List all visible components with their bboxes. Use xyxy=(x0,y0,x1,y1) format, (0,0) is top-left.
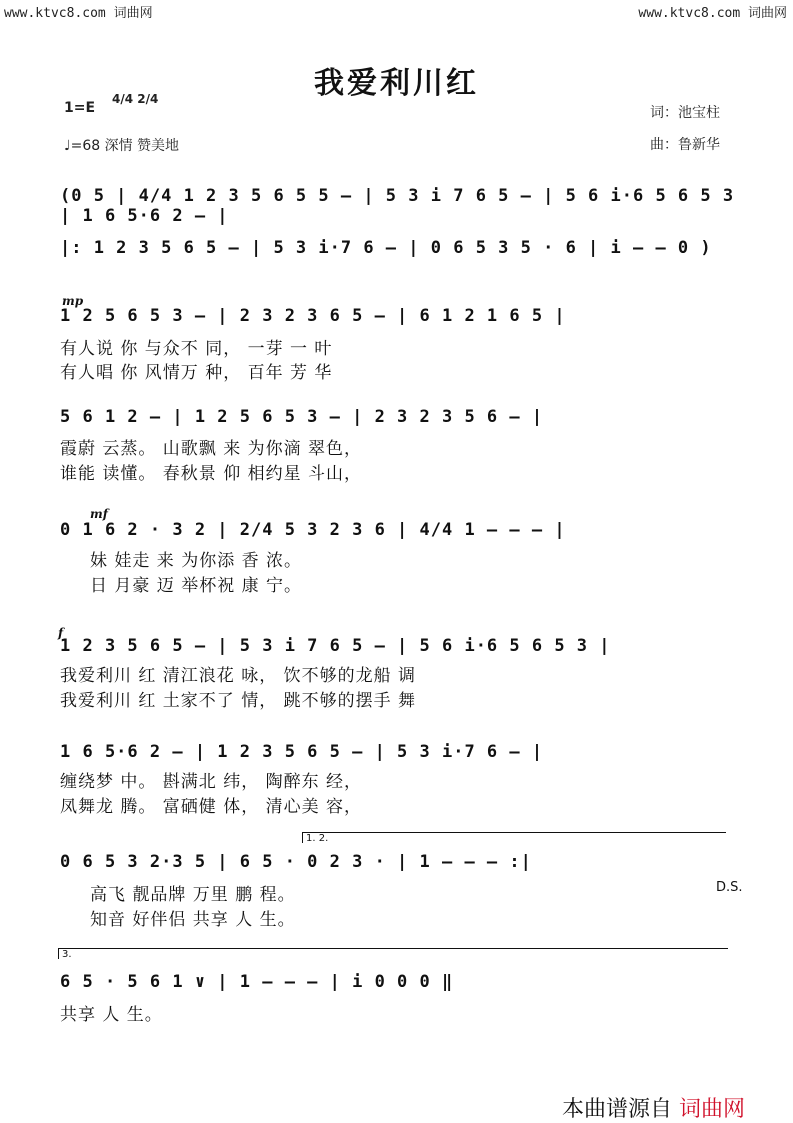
watermark-right: www.ktvc8.com 词曲网 xyxy=(638,6,787,21)
score-row-4-lyrics-1: 霞蔚 云蒸。 山歌飘 来 为你滴 翠色， xyxy=(60,439,363,459)
score-row-3-notes: 1 2 5 6 5 3 — | 2 3 2 3 6 5 — | 6 1 2 1 6 5 | xyxy=(60,306,566,326)
watermark-left: www.ktvc8.com 词曲网 xyxy=(4,6,153,21)
footer-site-link[interactable]: 词曲网 xyxy=(679,1097,746,1122)
score-row-5-notes: 0 1 6 2 · 3 2 | 2/4 5 3 2 3 6 | 4/4 1 — — — | xyxy=(60,520,566,540)
score-row-7-notes: 1 6 5·6 2 — | 1 2 3 5 6 5 — | 5 3 i·7 6 — | xyxy=(60,742,544,762)
volta-3: 3. xyxy=(58,948,728,959)
score-row-6-lyrics-2: 我爱利川 红 土家不了 情， 跳不够的摆手 舞 xyxy=(60,691,417,711)
score-row-7-lyrics-2: 凤舞龙 腾。 富硒健 体， 清心美 容， xyxy=(60,797,363,817)
score-row-3-lyrics-2: 有人唱 你 风情万 种， 百年 芳 华 xyxy=(60,363,333,383)
key-signature: 1=E xyxy=(64,100,96,116)
score-row-4-lyrics-2: 谁能 读懂。 春秋景 仰 相约星 斗山， xyxy=(60,464,363,484)
score-row-8-notes: 0 6 5 3 2·3 5 | 6 5 · 0 2 3 · | 1 — — — :| xyxy=(60,852,532,872)
score-row-8-lyrics-2: 知音 好伴侣 共享 人 生。 xyxy=(90,910,296,930)
score-row-6-lyrics-1: 我爱利川 红 清江浪花 咏， 饮不够的龙船 调 xyxy=(60,666,417,686)
footer-prefix: 本曲谱源自 xyxy=(562,1097,673,1122)
score-row-9-notes: 6 5 · 5 6 1 ∨ | 1 — — — | i 0 0 0 ‖ xyxy=(60,972,454,992)
volta-1-2: 1. 2. xyxy=(302,832,726,843)
score-row-5-lyrics-2: 日 月豪 迈 举杯祝 康 宁。 xyxy=(90,576,303,596)
dynamic-f: f xyxy=(58,626,64,640)
score-row-3-lyrics-1: 有人说 你 与众不 同， 一芽 一 叶 xyxy=(60,339,333,359)
footer-source xyxy=(562,1092,745,1123)
score-row-9-lyrics-1: 共享 人 生。 xyxy=(60,1005,163,1025)
score-row-7-lyrics-1: 缠绕梦 中。 斟满北 纬， 陶醉东 经， xyxy=(60,772,363,792)
score-row-1-notes: (0 5 | 4/4 1 2 3 5 6 5 5 — | 5 3 i 7 6 5 — | 5 6 i·6 5 6 5 3 | 1 6 5·6 2 — | xyxy=(60,186,735,226)
ds-marking: D.S. xyxy=(716,880,743,895)
score-row-6-notes: 1 2 3 5 6 5 — | 5 3 i 7 6 5 — | 5 6 i·6 5 6 5 3 | xyxy=(60,636,611,656)
dynamic-mf: mf xyxy=(90,507,108,521)
time-signature: 4/4 2/4 xyxy=(112,92,159,106)
score-row-2-notes: |: 1 2 3 5 6 5 — | 5 3 i·7 6 — | 0 6 5 3 5 · 6 | i — — 0 ) xyxy=(60,238,712,258)
tempo-marking: ♩=68 深情 赞美地 xyxy=(64,138,180,154)
composer-credit: 曲：鲁新华 xyxy=(650,137,720,153)
lyricist-credit: 词：池宝柱 xyxy=(650,105,720,121)
score-row-5-lyrics-1: 妹 娃走 来 为你添 香 浓。 xyxy=(90,551,303,571)
score-row-4-notes: 5 6 1 2 — | 1 2 5 6 5 3 — | 2 3 2 3 5 6 — | xyxy=(60,407,544,427)
dynamic-mp: mp xyxy=(62,294,84,308)
score-row-8-lyrics-1: 高飞 靓品牌 万里 鹏 程。 xyxy=(90,885,296,905)
page-title: 我爱利川红 xyxy=(314,66,479,101)
